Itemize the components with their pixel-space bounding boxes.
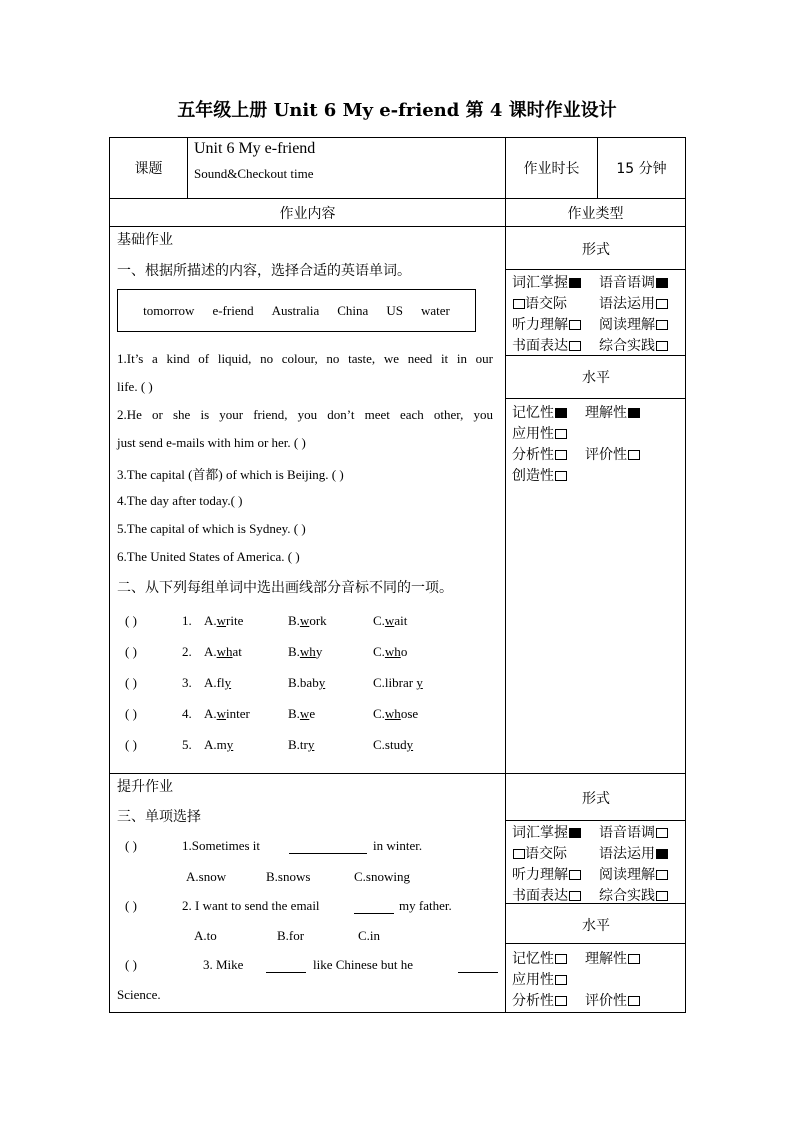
- checkbox[interactable]: [628, 450, 640, 460]
- option-c: C.snowing: [354, 869, 410, 884]
- checkbox[interactable]: [569, 891, 581, 901]
- checkbox[interactable]: [555, 429, 567, 439]
- option-label: 阅读理解: [599, 867, 655, 883]
- question-number: 3.: [182, 675, 192, 690]
- type-option: [599, 843, 668, 863]
- question-number: 4.: [182, 706, 192, 721]
- option-label: 语法运用: [599, 296, 655, 312]
- option-a: A.winter: [204, 706, 250, 721]
- question-text: in winter.: [373, 838, 423, 853]
- checkbox[interactable]: [628, 996, 640, 1006]
- option-b: B.for: [277, 928, 305, 943]
- type-option: [599, 335, 668, 355]
- option-a: A.to: [194, 928, 217, 943]
- type-option: [512, 314, 581, 334]
- answer-paren: ( ): [125, 613, 137, 628]
- type-option: [585, 990, 640, 1010]
- underlined-letters: y: [224, 675, 232, 690]
- topic-subtitle: Sound&Checkout time: [194, 166, 314, 181]
- duration-label: 作业时长: [506, 138, 598, 199]
- q6-line: 6.The United States of America. ( ): [117, 549, 300, 564]
- type-option: [599, 885, 668, 905]
- divider: [506, 820, 686, 821]
- option-label: 评价性: [585, 447, 627, 463]
- option-b: B.work: [288, 613, 327, 628]
- option-label: 阅读理解: [599, 317, 655, 333]
- question-text: like Chinese but he: [313, 957, 414, 972]
- option-b: B.baby: [288, 675, 326, 690]
- type-cell-advanced: [506, 774, 686, 1013]
- duration-value: 15 分钟: [598, 138, 686, 199]
- question-number: 5.: [182, 737, 192, 752]
- word-bank-item: Australia: [271, 302, 320, 318]
- underlined-letters: y: [318, 675, 326, 690]
- checkbox[interactable]: [628, 408, 640, 418]
- type-option: [512, 335, 581, 355]
- option-c: C.whose: [373, 706, 419, 721]
- checkbox[interactable]: [513, 849, 525, 859]
- checkbox[interactable]: [555, 471, 567, 481]
- checkbox[interactable]: [555, 954, 567, 964]
- type-option: [512, 948, 567, 968]
- answer-blank[interactable]: [458, 959, 498, 973]
- question-number: 2.: [182, 644, 192, 659]
- option-label: 理解性: [585, 405, 627, 421]
- type-option: [599, 822, 668, 842]
- divider: [506, 269, 686, 270]
- type-option: [512, 822, 581, 842]
- part1-title: 一、根据所描述的内容，选择合适的英语单词。: [117, 263, 411, 279]
- checkbox[interactable]: [569, 278, 581, 288]
- part3-title: 三、单项选择: [117, 809, 201, 825]
- level-label: 水平: [582, 918, 610, 934]
- option-label: 综合实践: [599, 888, 655, 904]
- level-label: 水平: [582, 370, 610, 386]
- checkbox[interactable]: [569, 320, 581, 330]
- form-label: 形式: [582, 791, 610, 807]
- underlined-letters: wh: [216, 644, 233, 659]
- type-option: [512, 885, 581, 905]
- checkbox[interactable]: [656, 870, 668, 880]
- option-label: 听力理解: [512, 867, 568, 883]
- advanced-content-cell: [110, 774, 506, 1013]
- q4-line: 4.The day after today.( ): [117, 493, 243, 508]
- type-option: [512, 402, 567, 422]
- option-c: C.librar y: [373, 675, 423, 690]
- q1-line1: 1.It’s a kind of liquid, no colour, no taste, we need it in our: [117, 351, 493, 366]
- option-a: A.my: [204, 737, 234, 752]
- option-label: 综合实践: [599, 338, 655, 354]
- underlined-letters: wh: [384, 644, 401, 659]
- answer-blank[interactable]: [266, 959, 306, 973]
- type-option: [512, 423, 567, 443]
- type-option: [599, 293, 668, 313]
- checkbox[interactable]: [513, 299, 525, 309]
- option-b: B.we: [288, 706, 316, 721]
- option-label: 听力理解: [512, 317, 568, 333]
- divider: [506, 398, 686, 399]
- answer-paren: ( ): [125, 675, 137, 690]
- form-label: 形式: [582, 242, 610, 258]
- divider: [506, 355, 686, 356]
- type-option: [512, 864, 581, 884]
- answer-paren: ( ): [125, 706, 137, 721]
- type-option: [599, 272, 668, 292]
- part2-title: 二、从下列每组单词中选出画线部分音标不同的一项。: [117, 580, 453, 596]
- option-label: 书面表达: [512, 338, 568, 354]
- underlined-letters: wh: [299, 644, 316, 659]
- checkbox[interactable]: [656, 828, 668, 838]
- checkbox[interactable]: [656, 320, 668, 330]
- question-text: 2. I want to send the email: [182, 898, 320, 913]
- option-label: 语交际: [525, 296, 567, 312]
- type-option: [599, 864, 668, 884]
- word-bank-item: water: [420, 302, 450, 318]
- checkbox[interactable]: [656, 341, 668, 351]
- option-a: A.fly: [204, 675, 232, 690]
- checkbox[interactable]: [656, 299, 668, 309]
- underlined-letters: w: [216, 613, 227, 628]
- option-c: C.study: [373, 737, 414, 752]
- type-option: [512, 293, 567, 313]
- checkbox[interactable]: [555, 996, 567, 1006]
- option-label: 书面表达: [512, 888, 568, 904]
- checkbox[interactable]: [555, 408, 567, 418]
- answer-blank[interactable]: [289, 840, 367, 854]
- q5-line: 5.The capital of which is Sydney. ( ): [117, 521, 306, 536]
- option-label: 语交际: [525, 846, 567, 862]
- answer-paren: ( ): [125, 898, 137, 913]
- divider: [506, 903, 686, 904]
- question-number: 1.: [182, 613, 192, 628]
- underlined-letters: y: [307, 737, 315, 752]
- type-option: [512, 272, 581, 292]
- word-bank-item: US: [386, 302, 403, 318]
- homework-table: [109, 137, 686, 1013]
- answer-paren: ( ): [125, 957, 137, 972]
- underlined-letters: w: [384, 613, 395, 628]
- q3-line: 3.The capital (首都) of which is Beijing. ( ): [117, 467, 344, 482]
- type-option: [585, 948, 640, 968]
- checkbox[interactable]: [569, 870, 581, 880]
- type-cell-basic: [506, 227, 686, 774]
- option-a: A.write: [204, 613, 244, 628]
- underlined-letters: w: [299, 613, 310, 628]
- option-label: 记忆性: [512, 405, 554, 421]
- q2-line2: just send e-mails with him or her. ( ): [117, 435, 306, 450]
- word-bank-item: tomorrow: [143, 302, 195, 318]
- option-c: C.wait: [373, 613, 408, 628]
- option-label: 分析性: [512, 993, 554, 1009]
- option-label: 创造性: [512, 468, 554, 484]
- option-label: 记忆性: [512, 951, 554, 967]
- checkbox[interactable]: [656, 278, 668, 288]
- question-text: 1.Sometimes it: [182, 838, 260, 853]
- checkbox[interactable]: [656, 849, 668, 859]
- type-header: 作业类型: [506, 199, 686, 227]
- option-label: 评价性: [585, 993, 627, 1009]
- option-label: 语法运用: [599, 846, 655, 862]
- type-option: [512, 444, 567, 464]
- word-bank-item: e-friend: [212, 302, 254, 318]
- option-c: C.who: [373, 644, 408, 659]
- document-title: 五年级上册 Unit 6 My e-friend 第 4 课时作业设计: [177, 100, 617, 121]
- word-bank-item: China: [337, 302, 369, 318]
- answer-paren: ( ): [125, 644, 137, 659]
- topic-cell: [188, 138, 506, 199]
- option-c: C.in: [358, 928, 381, 943]
- content-header: 作业内容: [110, 199, 506, 227]
- checkbox[interactable]: [555, 450, 567, 460]
- underlined-letters: y: [406, 737, 414, 752]
- word-bank: [117, 289, 476, 332]
- q1-line2: life. ( ): [117, 379, 153, 394]
- type-option: [512, 990, 567, 1010]
- option-label: 词汇掌握: [512, 275, 568, 291]
- question-text: my father.: [399, 898, 452, 913]
- option-b: B.try: [288, 737, 315, 752]
- underlined-letters: y: [226, 737, 234, 752]
- type-option: [599, 314, 668, 334]
- type-option: [512, 969, 567, 989]
- option-label: 理解性: [585, 951, 627, 967]
- divider: [506, 943, 686, 944]
- option-b: B.why: [288, 644, 323, 659]
- type-option: [585, 402, 640, 422]
- q3-continuation: Science.: [117, 987, 161, 1002]
- option-label: 词汇掌握: [512, 825, 568, 841]
- option-b: B.snows: [266, 869, 311, 884]
- underlined-letters: w: [216, 706, 227, 721]
- checkbox[interactable]: [569, 828, 581, 838]
- checkbox[interactable]: [555, 975, 567, 985]
- checkbox[interactable]: [628, 954, 640, 964]
- answer-blank[interactable]: [354, 900, 394, 914]
- topic-label: 课题: [110, 138, 188, 199]
- underlined-letters: y: [416, 675, 423, 690]
- underlined-letters: w: [299, 706, 310, 721]
- option-label: 语音语调: [599, 825, 655, 841]
- checkbox[interactable]: [569, 341, 581, 351]
- checkbox[interactable]: [656, 891, 668, 901]
- option-label: 应用性: [512, 426, 554, 442]
- basic-section-title: 基础作业: [117, 232, 173, 248]
- option-label: 语音语调: [599, 275, 655, 291]
- option-a: A.what: [204, 644, 242, 659]
- q2-line1: 2.He or she is your friend, you don’t meet each other, you: [117, 407, 493, 422]
- option-a: A.snow: [186, 869, 227, 884]
- advanced-section-title: 提升作业: [117, 779, 173, 795]
- option-label: 分析性: [512, 447, 554, 463]
- underlined-letters: wh: [384, 706, 401, 721]
- answer-paren: ( ): [125, 737, 137, 752]
- basic-content-cell: [110, 227, 506, 774]
- type-option: [512, 843, 567, 863]
- type-option: [512, 465, 567, 485]
- type-option: [585, 444, 640, 464]
- topic-title: Unit 6 My e-friend: [194, 140, 316, 157]
- answer-paren: ( ): [125, 838, 137, 853]
- option-label: 应用性: [512, 972, 554, 988]
- question-text: 3. Mike: [203, 957, 244, 972]
